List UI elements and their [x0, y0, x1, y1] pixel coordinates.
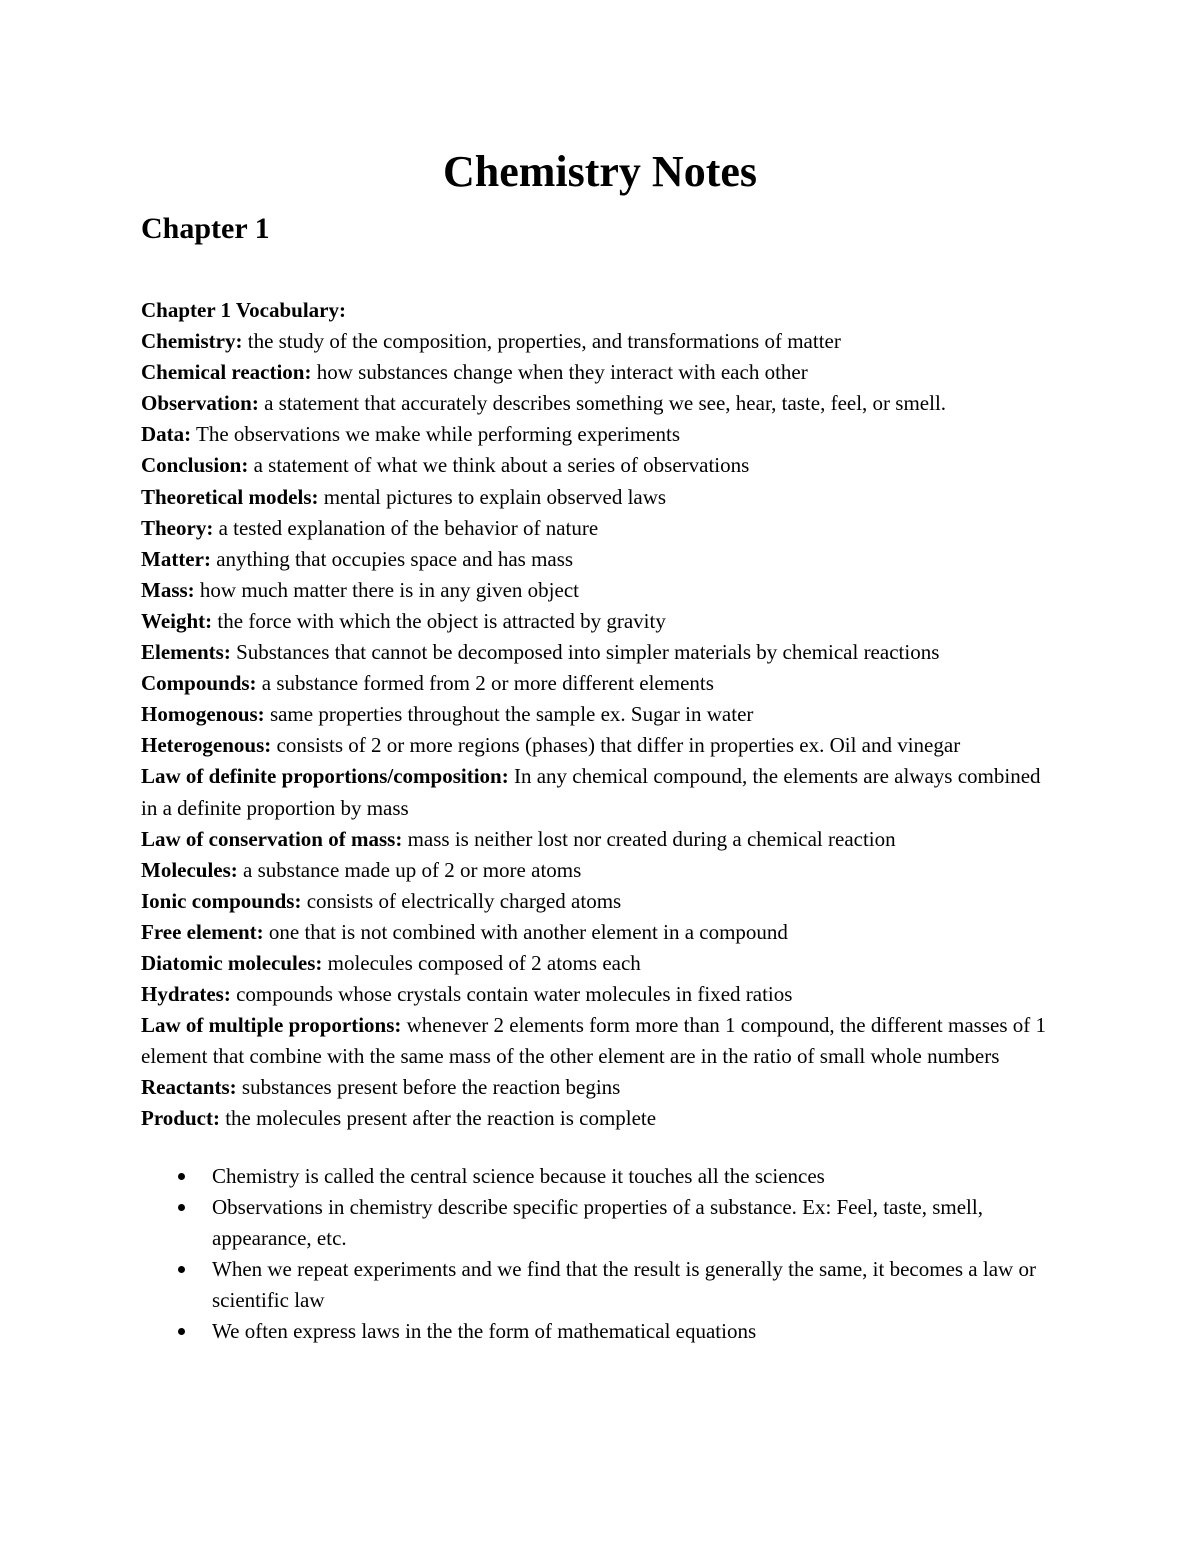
- note-bullet-item: [141, 1254, 1061, 1316]
- vocabulary-term: Law of conservation of mass:: [141, 826, 403, 851]
- vocabulary-term: Free element:: [141, 919, 264, 944]
- vocabulary-term: Conclusion:: [141, 453, 249, 478]
- vocabulary-entry: [141, 450, 1061, 481]
- chapter-heading: Chapter 1: [141, 212, 270, 245]
- vocabulary-term: Reactants:: [141, 1075, 237, 1100]
- vocabulary-definition: mass is neither lost nor created during a chemical reaction: [402, 826, 896, 851]
- vocabulary-term: Ionic compounds:: [141, 888, 302, 913]
- document-title: Chemistry Notes: [442, 147, 758, 196]
- bullet-dot-icon: [178, 1173, 185, 1180]
- vocabulary-definition: Substances that cannot be decomposed into simpler materials by chemical reactions: [230, 640, 940, 665]
- vocabulary-term: Observation:: [141, 391, 259, 416]
- vocabulary-term: Diatomic molecules:: [141, 950, 323, 975]
- vocabulary-entry: [141, 419, 1061, 450]
- vocabulary-entry: [141, 544, 1061, 575]
- vocabulary-definition: a substance formed from 2 or more different elements: [256, 671, 714, 696]
- vocabulary-entry: [141, 1072, 1061, 1103]
- vocabulary-entry: [141, 668, 1061, 699]
- vocabulary-definition: consists of 2 or more regions (phases) that differ in properties ex. Oil and vinegar: [271, 733, 961, 758]
- note-bullet-item: [141, 1192, 1061, 1254]
- vocabulary-section: [141, 295, 1061, 1135]
- vocabulary-term: Data:: [141, 422, 192, 447]
- vocabulary-definition: mental pictures to explain observed laws: [318, 484, 667, 509]
- vocabulary-definition: compounds whose crystals contain water molecules in fixed ratios: [230, 982, 793, 1007]
- vocabulary-definition: a tested explanation of the behavior of nature: [213, 515, 599, 540]
- vocabulary-entry: [141, 948, 1061, 979]
- vocabulary-definition: anything that occupies space and has mass: [210, 546, 574, 571]
- vocabulary-entry: [141, 855, 1061, 886]
- vocabulary-term: Matter:: [141, 546, 211, 571]
- vocabulary-heading: Chapter 1 Vocabulary:: [141, 298, 346, 322]
- bullet-dot-icon: [178, 1328, 185, 1335]
- vocabulary-entry: [141, 761, 1061, 823]
- vocabulary-entry: [141, 357, 1061, 388]
- vocabulary-term: Molecules:: [141, 857, 238, 882]
- bullet-dot-icon: [178, 1266, 185, 1273]
- vocabulary-entry: [141, 699, 1061, 730]
- vocabulary-term: Hydrates:: [141, 982, 231, 1007]
- vocabulary-term: Homogenous:: [141, 702, 265, 727]
- vocabulary-term: Compounds:: [141, 671, 257, 696]
- vocabulary-definition: the force with which the object is attracted by gravity: [212, 608, 666, 633]
- vocabulary-term: Weight:: [141, 608, 213, 633]
- vocabulary-definition: a statement of what we think about a series of observations: [248, 453, 750, 478]
- vocabulary-entry: [141, 1010, 1061, 1072]
- vocabulary-term: Elements:: [141, 640, 231, 665]
- vocabulary-entry: [141, 513, 1061, 544]
- note-bullet-text: Observations in chemistry describe specific properties of a substance. Ex: Feel, taste, smell, appearance, etc.: [212, 1194, 983, 1250]
- vocabulary-definition: how substances change when they interact with each other: [311, 360, 808, 385]
- vocabulary-entry: [141, 917, 1061, 948]
- vocabulary-definition: In any chemical compound, the elements are always combined in a definite proportion by mass: [141, 764, 1041, 820]
- bullet-dot-icon: [178, 1204, 185, 1211]
- notes-bullet-list: [141, 1161, 1061, 1348]
- vocabulary-definition: same properties throughout the sample ex. Sugar in water: [264, 702, 754, 727]
- vocabulary-term: Law of definite proportions/composition:: [141, 764, 509, 789]
- vocabulary-entry: [141, 326, 1061, 357]
- vocabulary-term: Theoretical models:: [141, 484, 319, 509]
- vocabulary-definition: substances present before the reaction begins: [236, 1075, 621, 1100]
- note-bullet-item: [141, 1316, 1061, 1347]
- vocabulary-definition: The observations we make while performing experiments: [191, 422, 681, 447]
- vocabulary-term: Chemistry:: [141, 329, 243, 354]
- vocabulary-entry: [141, 482, 1061, 513]
- vocabulary-entry: [141, 979, 1061, 1010]
- vocabulary-definition: the molecules present after the reaction is complete: [219, 1106, 657, 1131]
- vocabulary-entry: [141, 886, 1061, 917]
- vocabulary-term: Heterogenous:: [141, 733, 272, 758]
- vocabulary-entry: [141, 637, 1061, 668]
- note-bullet-text: We often express laws in the the form of mathematical equations: [212, 1319, 757, 1343]
- vocabulary-entry: [141, 824, 1061, 855]
- document-page: [141, 145, 1061, 1347]
- vocabulary-term: Theory:: [141, 515, 214, 540]
- vocabulary-definition: a substance made up of 2 or more atoms: [237, 857, 582, 882]
- vocabulary-definition: a statement that accurately describes something we see, hear, taste, feel, or smell.: [258, 391, 947, 416]
- note-bullet-text: Chemistry is called the central science because it touches all the sciences: [212, 1163, 825, 1188]
- vocabulary-term: Chemical reaction:: [141, 360, 312, 385]
- vocabulary-definition: consists of electrically charged atoms: [301, 888, 622, 913]
- vocabulary-list: [141, 326, 1061, 1134]
- vocabulary-entry: [141, 575, 1061, 606]
- note-bullet-text: When we repeat experiments and we find that the result is generally the same, it becomes a law or scientific law: [212, 1256, 1036, 1312]
- vocabulary-entry: [141, 730, 1061, 761]
- vocabulary-entry: [141, 606, 1061, 637]
- vocabulary-definition: one that is not combined with another element in a compound: [263, 919, 788, 944]
- vocabulary-entry: [141, 388, 1061, 419]
- vocabulary-entry: [141, 1103, 1061, 1134]
- vocabulary-definition: the study of the composition, properties, and transformations of matter: [242, 329, 841, 354]
- vocabulary-term: Law of multiple proportions:: [141, 1013, 402, 1038]
- vocabulary-definition: whenever 2 elements form more than 1 compound, the different masses of 1 element that combine with the same mass of the other element are in the ratio of small whole numbers: [141, 1013, 1046, 1069]
- vocabulary-term: Mass:: [141, 577, 195, 602]
- note-bullet-item: [141, 1161, 1061, 1192]
- vocabulary-definition: molecules composed of 2 atoms each: [322, 950, 641, 975]
- vocabulary-term: Product:: [141, 1106, 220, 1131]
- vocabulary-definition: how much matter there is in any given object: [194, 577, 579, 602]
